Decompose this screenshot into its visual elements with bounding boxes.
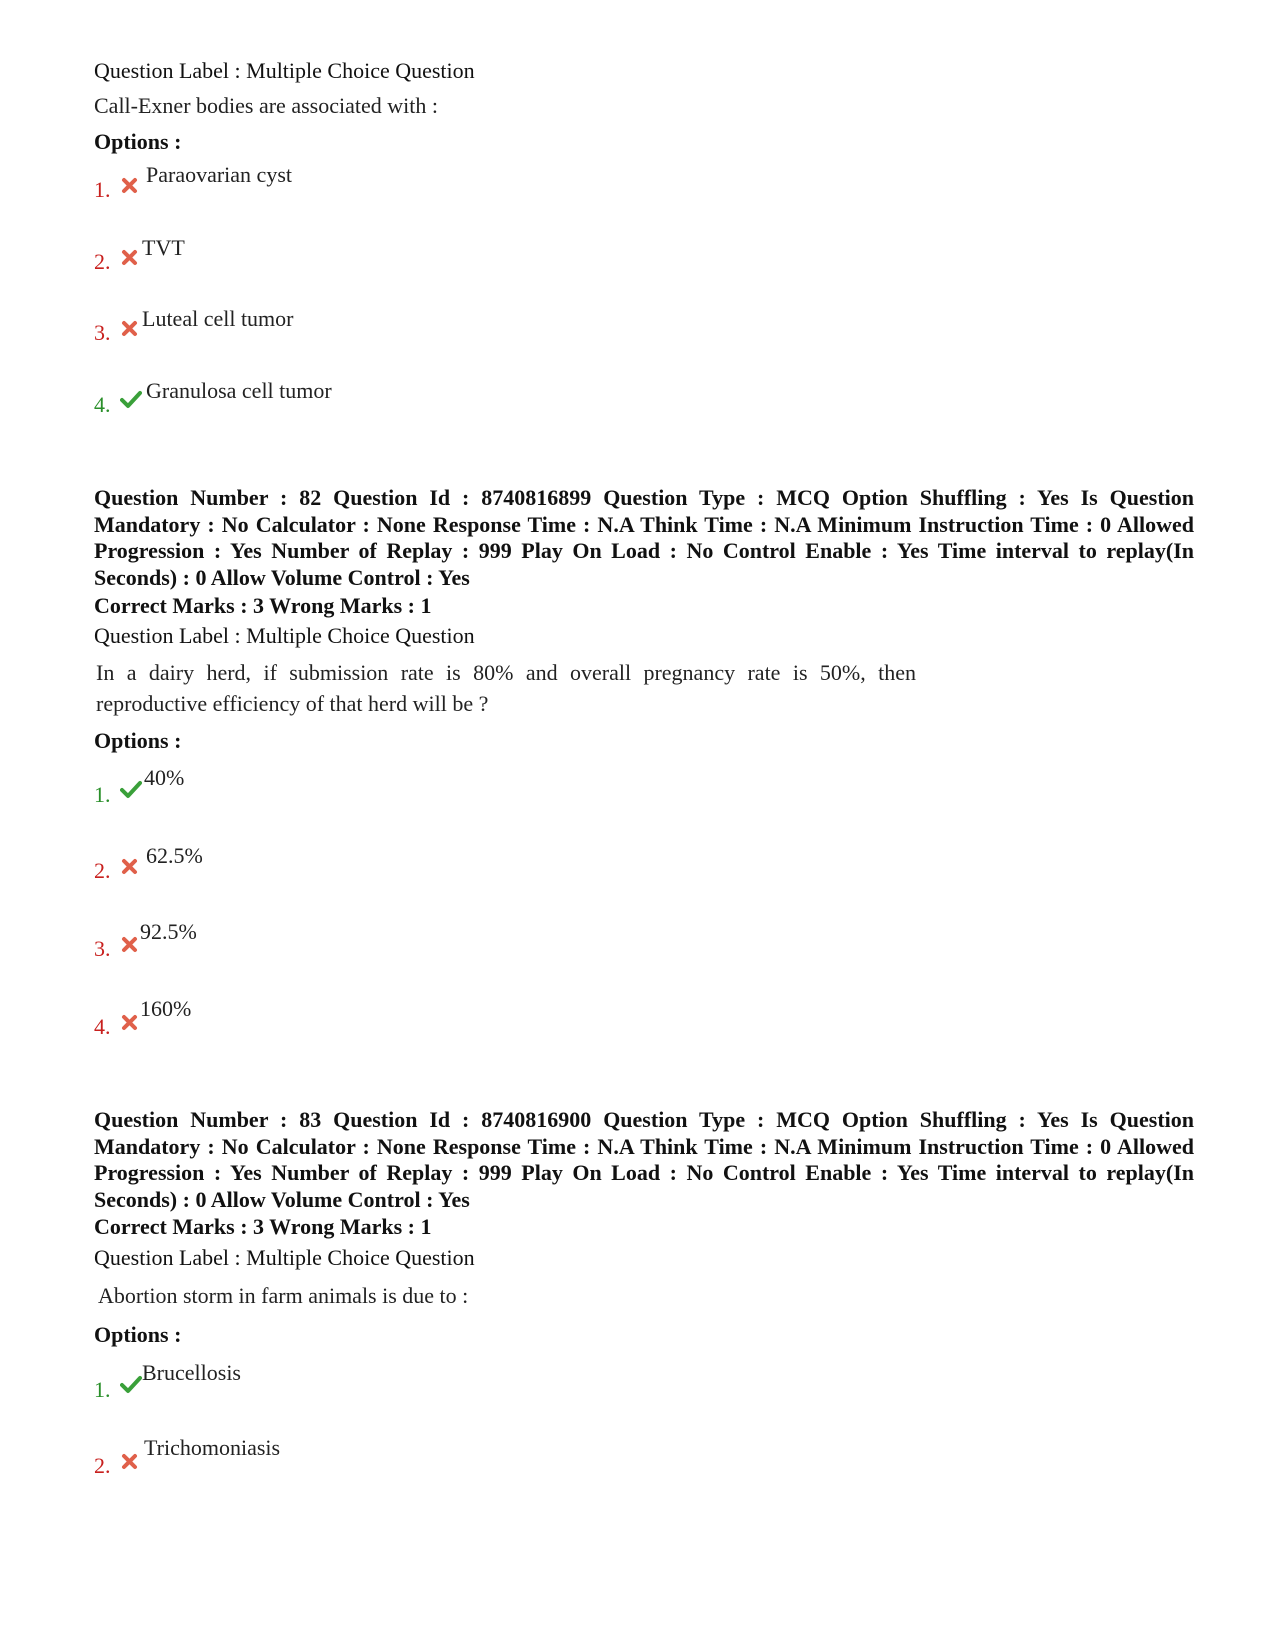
options-heading: Options : bbox=[94, 129, 182, 154]
question-label: Question Label : Multiple Choice Question bbox=[94, 1245, 475, 1270]
option-text: 92.5% bbox=[140, 919, 197, 944]
question-meta: Question Number : 83 Question Id : 8740816900 Question Type : MCQ Option Shuffling : Yes Is Question Mandatory : No Calculator : None Response Time : N.A Think Time : N.A Minimum Instruction Time : 0 Allowed Progression : Yes Number of Replay : 999 Play On Load : No Control Enable : Yes Time interval to replay(In Seconds) : 0 Allow Volume Control : Yes bbox=[94, 1107, 1194, 1212]
question-text: Call-Exner bodies are associated with : bbox=[94, 93, 438, 118]
option-text: Paraovarian cyst bbox=[146, 162, 292, 187]
option-number: 1. bbox=[94, 782, 111, 807]
question-meta: Question Number : 82 Question Id : 8740816899 Question Type : MCQ Option Shuffling : Yes Is Question Mandatory : No Calculator : None Response Time : N.A Think Time : N.A Minimum Instruction Time : 0 Allowed Progression : Yes Number of Replay : 999 Play On Load : No Control Enable : Yes Time interval to replay(In Seconds) : 0 Allow Volume Control : Yes bbox=[94, 485, 1194, 590]
check-icon bbox=[120, 389, 142, 409]
option-number: 2. bbox=[94, 1453, 111, 1478]
check-icon bbox=[120, 1374, 142, 1394]
cross-icon bbox=[120, 247, 140, 267]
options-heading: Options : bbox=[94, 1322, 182, 1347]
cross-icon bbox=[120, 1451, 140, 1471]
cross-icon bbox=[120, 1012, 140, 1032]
option-number: 1. bbox=[94, 177, 111, 202]
option-number: 1. bbox=[94, 1377, 111, 1402]
check-icon bbox=[120, 779, 142, 799]
option-number: 3. bbox=[94, 320, 111, 345]
question-label: Question Label : Multiple Choice Question bbox=[94, 58, 475, 83]
option-text: 40% bbox=[144, 765, 185, 790]
question-label: Question Label : Multiple Choice Question bbox=[94, 623, 475, 648]
option-number: 2. bbox=[94, 249, 111, 274]
option-number: 3. bbox=[94, 936, 111, 961]
option-text: Granulosa cell tumor bbox=[146, 378, 332, 403]
marks-info: Correct Marks : 3 Wrong Marks : 1 bbox=[94, 593, 432, 618]
option-number: 2. bbox=[94, 858, 111, 883]
cross-icon bbox=[120, 175, 140, 195]
option-number: 4. bbox=[94, 392, 111, 417]
question-text: Abortion storm in farm animals is due to : bbox=[98, 1283, 469, 1308]
cross-icon bbox=[120, 856, 140, 876]
option-number: 4. bbox=[94, 1014, 111, 1039]
option-text: Trichomoniasis bbox=[144, 1435, 281, 1460]
option-text: Brucellosis bbox=[142, 1360, 241, 1385]
option-text: Luteal cell tumor bbox=[142, 306, 294, 331]
cross-icon bbox=[120, 934, 140, 954]
option-text: 62.5% bbox=[146, 843, 203, 868]
option-text: TVT bbox=[142, 235, 185, 260]
option-text: 160% bbox=[140, 996, 192, 1021]
cross-icon bbox=[120, 318, 140, 338]
question-text: In a dairy herd, if submission rate is 80% and overall pregnancy rate is 50%, then reproductive efficiency of that herd will be ? bbox=[96, 660, 916, 716]
options-heading: Options : bbox=[94, 728, 182, 753]
marks-info: Correct Marks : 3 Wrong Marks : 1 bbox=[94, 1214, 432, 1239]
